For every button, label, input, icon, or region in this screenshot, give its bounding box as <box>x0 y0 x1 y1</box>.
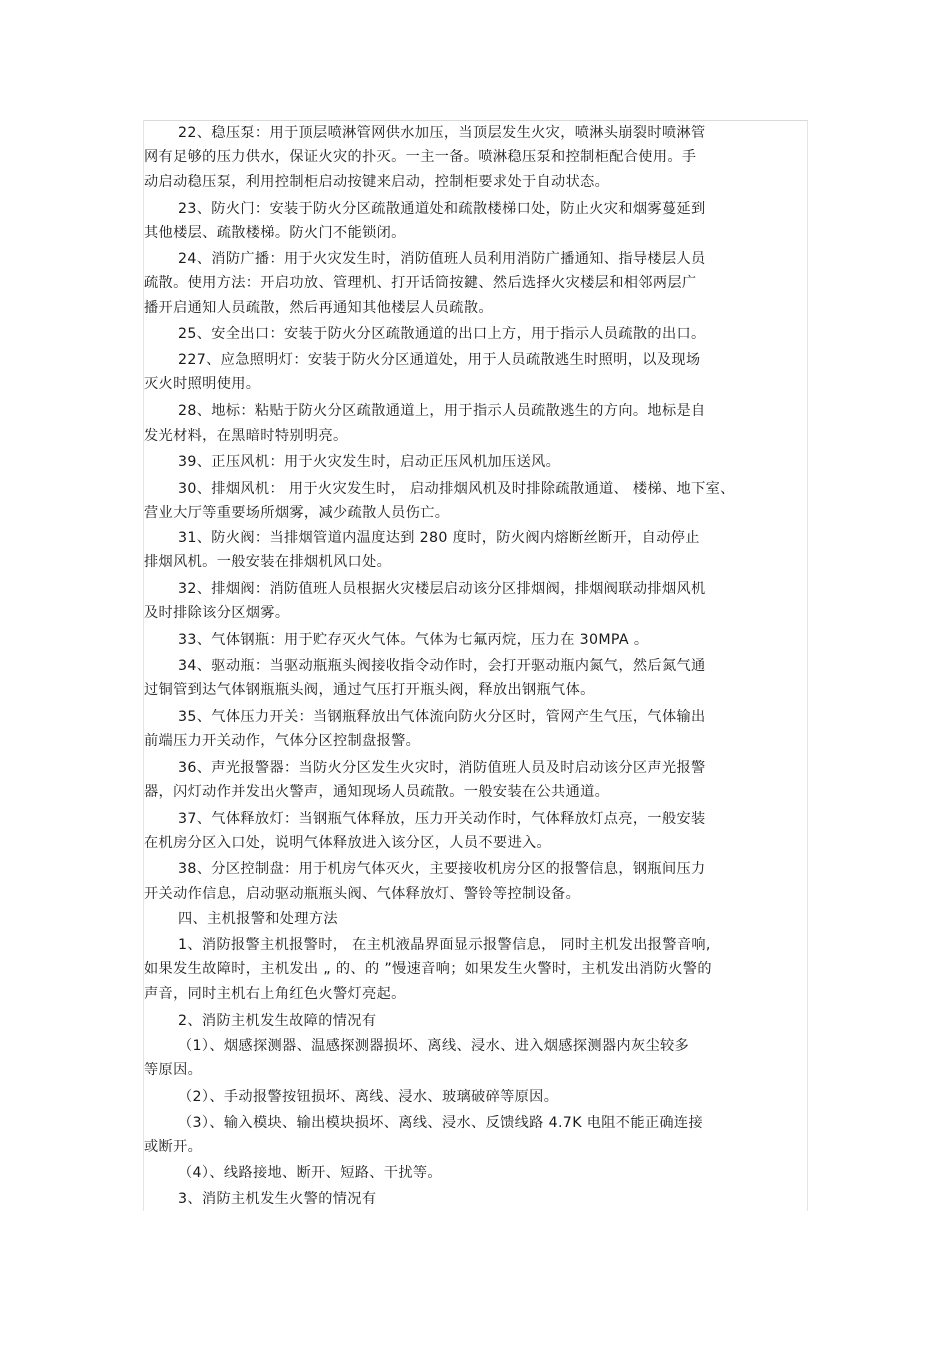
text-line: 疏散。使用方法：开启功放、管理机、打开话筒按鍵、然后选择火灾楼层和相邻两层广 <box>144 275 697 291</box>
text-line: 28、地标：粘贴于防火分区疏散通道上，用于指示人员疏散逃生的方向。地标是自 <box>178 403 706 419</box>
text-line: 动启动稳压泵，利用控制柜启动按键来启动，控制柜要求处于自动状态。 <box>144 174 610 190</box>
text-line: 器，闪灯动作并发出火警声，通知现场人员疏散。一般安装在公共通道。 <box>144 784 610 800</box>
text-line: 32、排烟阀：消防值班人员根据火灾楼层启动该分区排烟阀，排烟阀联动排烟风机 <box>178 581 706 597</box>
text-line: 37、气体释放灯：当钢瓶气体释放，压力开关动作时，气体释放灯点亮，一般安装 <box>178 811 706 827</box>
text-line: 如果发生故障时，主机发出 „ 的、的 ”慢速音响；如果发生火警时，主机发出消防火警的 <box>144 961 712 977</box>
text-line: 声音，同时主机右上角红色火警灯亮起。 <box>144 986 406 1002</box>
text-line: 31、防火阀：当排烟管道内温度达到 280 度时，防火阀内熔断丝断开，自动停止 <box>178 530 700 546</box>
text-line: 22、稳压泵：用于顶层喷淋管网供水加压，当顶层发生火灾，喷淋头崩裂时喷淋管 <box>178 125 706 141</box>
text-line: 四、主机报警和处理方法 <box>178 911 338 927</box>
text-line: 36、声光报警器：当防火分区发生火灾时，消防值班人员及时启动该分区声光报警 <box>178 760 706 776</box>
text-line: 3、消防主机发生火警的情况有 <box>178 1191 377 1207</box>
text-line: 开关动作信息，启动驱动瓶瓶头阀、气体释放灯、警铃等控制设备。 <box>144 886 581 902</box>
text-line: （3）、输入模块、输出模块损坏、离线、浸水、反馈线路 4.7K 电阻不能正确连接 <box>178 1115 704 1131</box>
text-line: 35、气体压力开关：当钢瓶释放出气体流向防火分区时，管网产生气压，气体输出 <box>178 709 706 725</box>
text-line: 网有足够的压力供水，保证火灾的扑灭。一主一备。喷淋稳压泵和控制柜配合使用。手 <box>144 149 697 165</box>
text-line: （1）、烟感探测器、温感探测器损坏、离线、浸水、进入烟感探测器内灰尘较多 <box>178 1038 690 1054</box>
text-line: 30、排烟风机： 用于火灾发生时， 启动排烟风机及时排除疏散通道、 楼梯、地下室、 <box>178 481 735 497</box>
text-line: 及时排除该分区烟雾。 <box>144 605 290 621</box>
text-line: 38、分区控制盘：用于机房气体灭火，主要接收机房分区的报警信息，钢瓶间压力 <box>178 861 706 877</box>
text-line: 227、应急照明灯：安装于防火分区通道处，用于人员疏散逃生时照明，以及现场 <box>178 352 701 368</box>
text-line: 过铜管到达气体钢瓶瓶头阀，通过气压打开瓶头阀，释放出钢瓶气体。 <box>144 682 595 698</box>
text-line: 33、气体钢瓶：用于贮存灭火气体。气体为七氟丙烷，压力在 30MPA 。 <box>178 632 649 648</box>
text-line: 等原因。 <box>144 1062 203 1078</box>
text-line: 25、安全出口：安装于防火分区疏散通道的出口上方，用于指示人员疏散的出口。 <box>178 326 706 342</box>
text-line: 前端压力开关动作，气体分区控制盘报警。 <box>144 733 421 749</box>
text-line: 排烟风机。一般安装在排烟机风口处。 <box>144 554 392 570</box>
text-line: 2、消防主机发生故障的情况有 <box>178 1013 377 1029</box>
text-line: （4）、线路接地、断开、短路、干扰等。 <box>178 1165 442 1181</box>
text-line: 1、消防报警主机报警时， 在主机液晶界面显示报警信息， 同时主机发出报警音响, <box>178 937 711 953</box>
text-line: 在机房分区入口处，说明气体释放进入该分区，人员不要进入。 <box>144 835 552 851</box>
text-line: 或断开。 <box>144 1139 203 1155</box>
text-line: （2）、手动报警按钮损坏、离线、浸水、玻璃破碎等原因。 <box>178 1089 559 1105</box>
text-line: 发光材料，在黑暗时特别明亮。 <box>144 428 348 444</box>
text-line: 灭火时照明使用。 <box>144 376 261 392</box>
text-line: 播开启通知人员疏散，然后再通知其他楼层人员疏散。 <box>144 300 493 316</box>
text-line: 营业大厅等重要场所烟雾，减少疏散人员伤亡。 <box>144 505 450 521</box>
text-line: 24、消防广播：用于火灾发生时，消防值班人员利用消防广播通知、指导楼层人员 <box>178 251 706 267</box>
text-line: 39、正压风机：用于火灾发生时，启动正压风机加压送风。 <box>178 454 561 470</box>
text-line: 34、驱动瓶：当驱动瓶瓶头阀接收指令动作时，会打开驱动瓶内氮气，然后氮气通 <box>178 658 706 674</box>
text-line: 其他楼层、疏散楼梯。防火门不能锁闭。 <box>144 225 406 241</box>
text-line: 23、防火门：安装于防火分区疏散通道处和疏散楼梯口处，防止火灾和烟雾蔓延到 <box>178 201 706 217</box>
